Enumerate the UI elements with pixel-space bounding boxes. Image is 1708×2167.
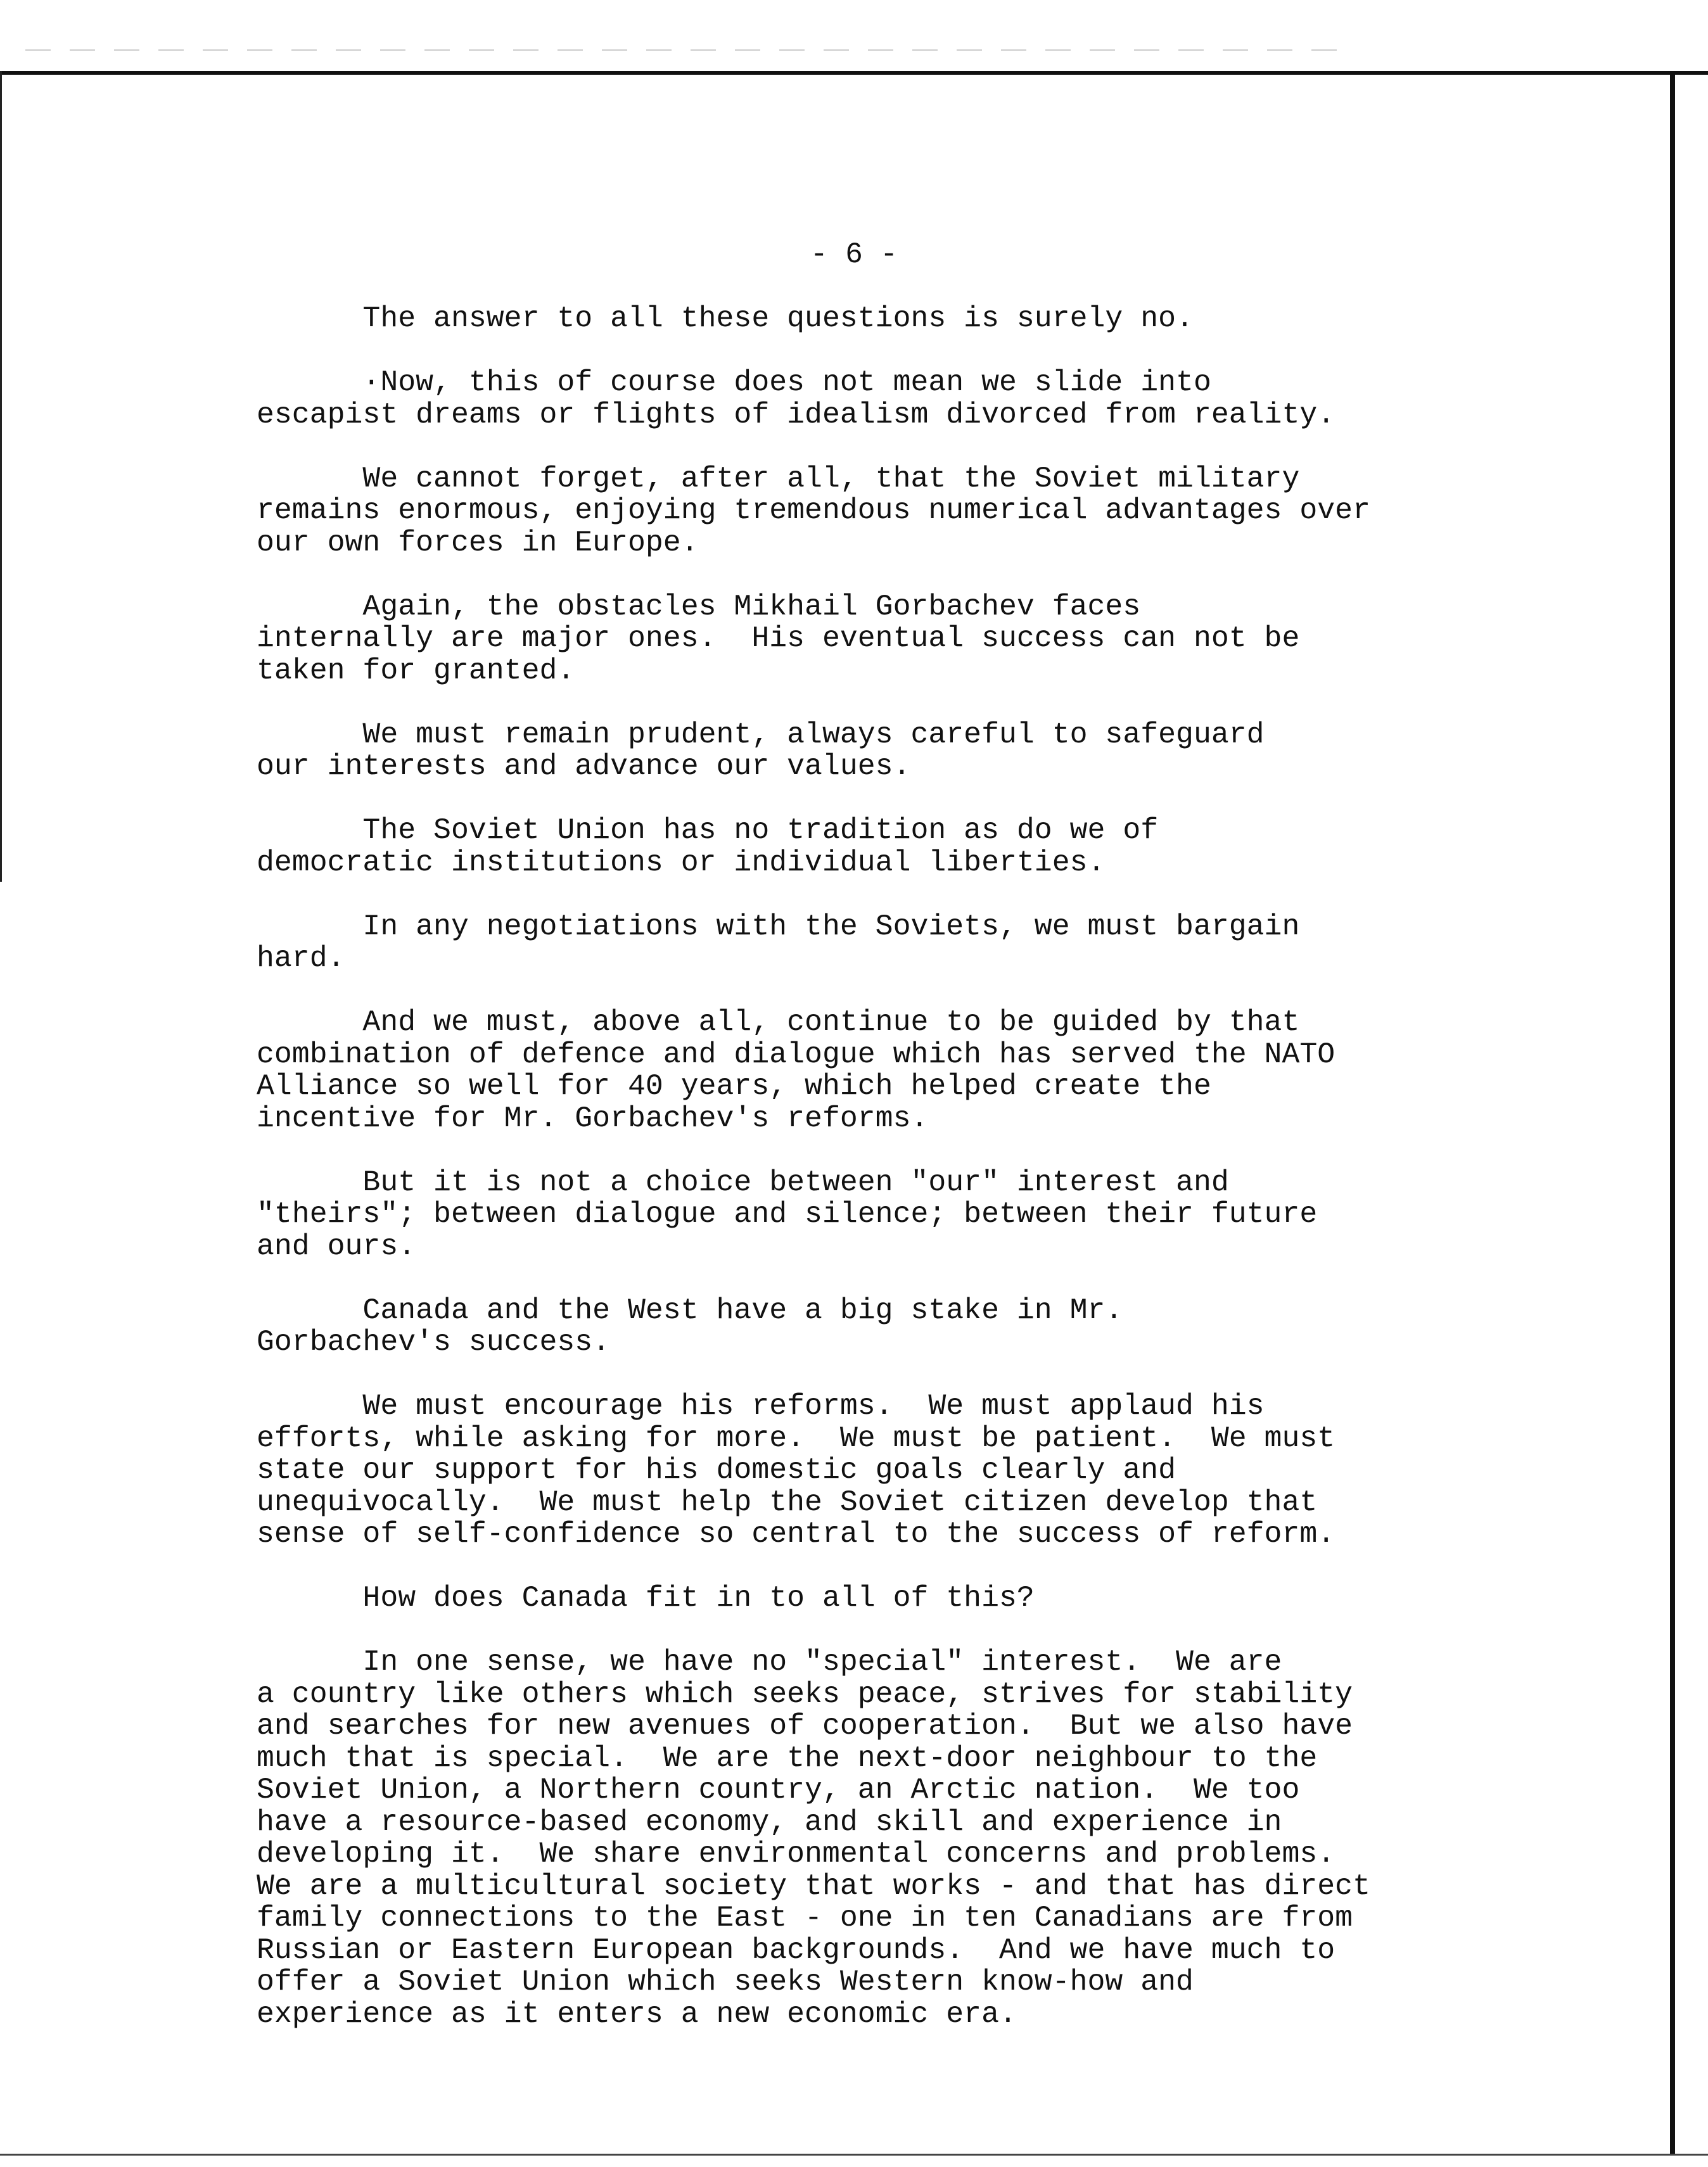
page-number: - 6 - — [810, 238, 898, 271]
text-line: The Soviet Union has no tradition as do we of — [257, 813, 1159, 847]
top-rule-faint — [25, 49, 1356, 51]
text-line: And we must, above all, continue to be guided by that — [257, 1005, 1300, 1039]
paragraph — [257, 815, 1657, 879]
text-line: We must remain prudent, always careful to safeguard — [257, 717, 1265, 751]
text-line: democratic institutions or individual liberties. — [257, 845, 1106, 879]
paragraph — [257, 1007, 1657, 1134]
text-line: Soviet Union, a Northern country, an Arctic nation. We too — [257, 1773, 1300, 1807]
text-line: Again, the obstacles Mikhail Gorbachev faces — [257, 589, 1141, 623]
text-line: and ours. — [257, 1229, 416, 1263]
text-line: efforts, while asking for more. We must be patient. We must — [257, 1421, 1335, 1455]
text-line: "theirs"; between dialogue and silence; between their future — [257, 1197, 1318, 1231]
document-body — [257, 303, 1657, 2062]
text-line: much that is special. We are the next-door neighbour to the — [257, 1741, 1318, 1775]
text-line: We must encourage his reforms. We must applaud his — [257, 1389, 1265, 1423]
paragraph — [257, 591, 1657, 687]
right-border — [1670, 71, 1675, 2155]
text-line: We cannot forget, after all, that the Soviet military — [257, 461, 1300, 495]
top-border — [0, 71, 1708, 75]
text-line: internally are major ones. His eventual success can not be — [257, 621, 1300, 655]
text-line: We are a multicultural society that works - and that has direct — [257, 1869, 1370, 1903]
text-line: ·Now, this of course does not mean we slide into — [257, 365, 1211, 399]
text-line: experience as it enters a new economic era. — [257, 1997, 1017, 2031]
left-border — [0, 71, 2, 882]
text-line: sense of self-confidence so central to the success of reform. — [257, 1517, 1335, 1551]
text-line: hard. — [257, 941, 345, 975]
paragraph — [257, 1582, 1657, 1615]
text-line: In any negotiations with the Soviets, we must bargain — [257, 909, 1300, 943]
paragraph — [257, 1390, 1657, 1551]
text-line: and searches for new avenues of cooperation. But we also have — [257, 1709, 1353, 1743]
text-line: family connections to the East - one in ten Canadians are from — [257, 1901, 1353, 1935]
text-line: combination of defence and dialogue which has served the NATO — [257, 1037, 1335, 1071]
text-line: have a resource-based economy, and skill and experience in — [257, 1805, 1282, 1839]
text-line: unequivocally. We must help the Soviet citizen develop that — [257, 1485, 1318, 1519]
paragraph — [257, 367, 1657, 431]
paragraph — [257, 1646, 1657, 2030]
text-line: state our support for his domestic goals clearly and — [257, 1453, 1176, 1487]
paragraph — [257, 719, 1657, 783]
text-line: The answer to all these questions is surely no. — [257, 302, 1194, 335]
text-line: incentive for Mr. Gorbachev's reforms. — [257, 1101, 929, 1135]
paragraph — [257, 463, 1657, 559]
text-line: In one sense, we have no "special" interest. We are — [257, 1645, 1282, 1679]
text-line: escapist dreams or flights of idealism divorced from reality. — [257, 397, 1335, 431]
text-line: taken for granted. — [257, 653, 575, 687]
text-line: But it is not a choice between "our" interest and — [257, 1165, 1229, 1199]
text-line: our own forces in Europe. — [257, 525, 699, 559]
text-line: Canada and the West have a big stake in Mr. — [257, 1293, 1123, 1327]
text-line: Gorbachev's success. — [257, 1325, 611, 1359]
text-line: a country like others which seeks peace, strives for stability — [257, 1677, 1353, 1711]
paragraph — [257, 303, 1657, 335]
text-line: How does Canada fit in to all of this? — [257, 1581, 1035, 1615]
text-line: offer a Soviet Union which seeks Western know-how and — [257, 1965, 1194, 1999]
paragraph — [257, 1295, 1657, 1359]
text-line: Russian or Eastern European backgrounds. And we have much to — [257, 1933, 1335, 1967]
paragraph — [257, 911, 1657, 975]
bottom-border — [0, 2154, 1708, 2156]
paragraph — [257, 1167, 1657, 1263]
text-line: Alliance so well for 40 years, which helped create the — [257, 1069, 1211, 1103]
text-line: remains enormous, enjoying tremendous numerical advantages over — [257, 493, 1370, 527]
text-line: developing it. We share environmental concerns and problems. — [257, 1837, 1335, 1871]
text-line: our interests and advance our values. — [257, 749, 911, 783]
